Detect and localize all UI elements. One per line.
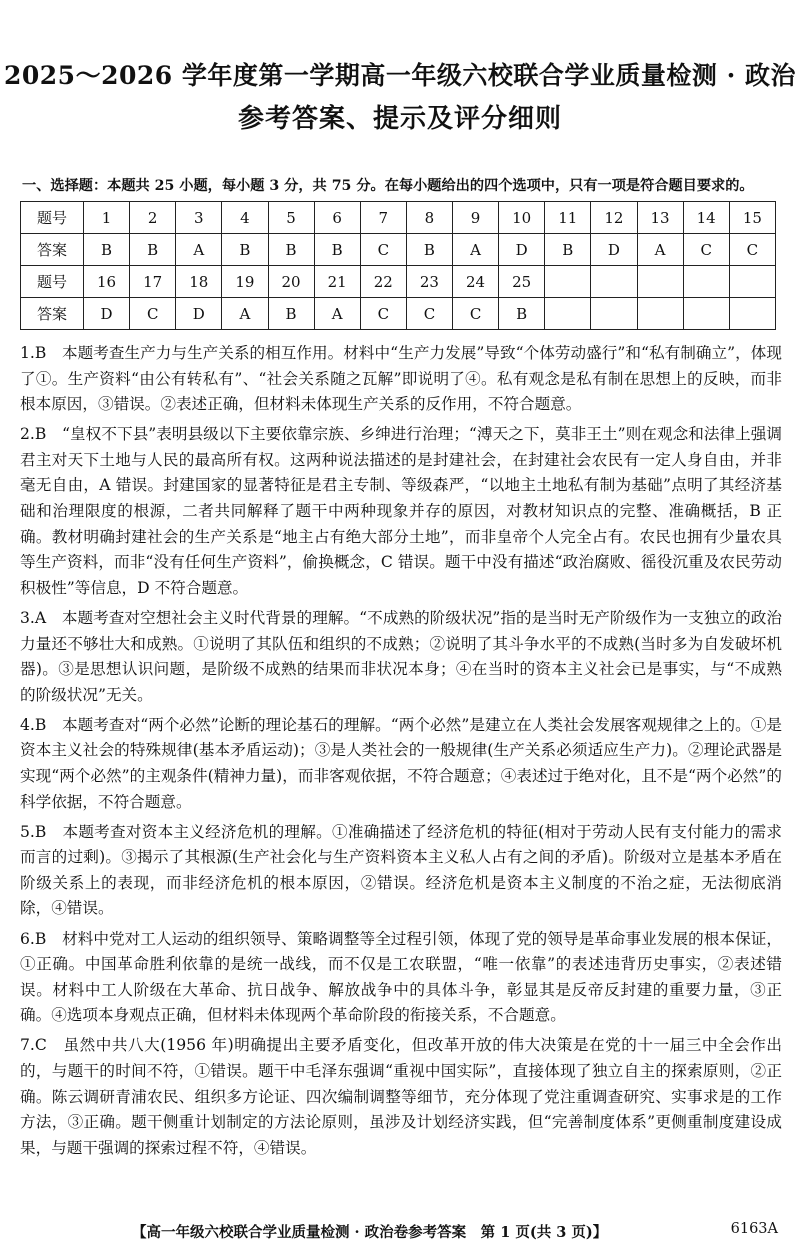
- table-cell: 17: [130, 266, 176, 298]
- table-cell: A: [314, 298, 360, 330]
- table-cell: [729, 266, 775, 298]
- question-number: 6.B: [20, 929, 47, 948]
- table-cell: B: [406, 234, 452, 266]
- table-cell: B: [545, 234, 591, 266]
- table-cell: 8: [406, 202, 452, 234]
- table-cell: [729, 298, 775, 330]
- explanation-text: 本题考查对资本主义经济危机的理解。①准确描述了经济危机的特征(相对于劳动人民有支付能力的需求而言的过剩)。③揭示了其根源(生产社会化与生产资料资本主义私人占有之间的矛盾)。阶级对立是基本矛盾在阶级关系上的表现，而非经济危机的根本原因，②错误。经济危机是资本主义制度的不治之症，无法彻底消除，④错误。: [20, 822, 782, 918]
- table-row-header: 答案: [21, 298, 84, 330]
- table-cell: 1: [84, 202, 130, 234]
- question-number: 7.C: [20, 1036, 47, 1055]
- table-cell: B: [268, 234, 314, 266]
- footer-code: 6163A: [730, 1221, 778, 1237]
- table-cell: A: [222, 298, 268, 330]
- question-number: 5.B: [20, 822, 47, 841]
- answer-table: [20, 201, 776, 330]
- table-cell: [637, 298, 683, 330]
- table-row-header: 题号: [21, 266, 84, 298]
- explanation-item: [20, 820, 782, 922]
- table-cell: A: [176, 234, 222, 266]
- table-cell: 21: [314, 266, 360, 298]
- table-cell: A: [453, 234, 499, 266]
- section-intro: 一、选择题：本题共 25 小题，每小题 3 分，共 75 分。在每小题给出的四个选项中，只有一项是符合题目要求的。: [22, 178, 754, 194]
- table-cell: 24: [453, 266, 499, 298]
- table-cell: B: [130, 234, 176, 266]
- explanation-text: 本题考查对空想社会主义时代背景的理解。“不成熟的阶级状况”指的是当时无产阶级作为一支独立的政治力量还不够壮大和成熟。①说明了其队伍和组织的不成熟；②说明了其斗争水平的不成熟(当时多为自发破坏机器)。③是思想认识问题，是阶级不成熟的结果而非状况本身；④在当时的资本主义社会已是事实，与“不成熟的阶级状况”无关。: [20, 608, 782, 704]
- table-cell: B: [314, 234, 360, 266]
- page-subtitle: 参考答案、提示及评分细则: [237, 104, 562, 134]
- explanation-text: 虽然中共八大(1956 年)明确提出主要矛盾变化，但改革开放的伟大决策是在党的十一届三中全会作出的，与题干的时间不符，①错误。题干中毛泽东强调“重视中国实际”，直接体现了独立自主的探索原则，②正确。陈云调研青浦农民、组织多方论证、四次编制调整等细节，充分体现了党注重调查研究、实事求是的工作方法，③正确。题干侧重计划制定的方法论原则，虽涉及计划经济实践，但“完善制度体系”更侧重制度建设成果，与题干强调的探索过程不符，④错误。: [20, 1036, 782, 1157]
- table-cell: [591, 298, 637, 330]
- table-cell: B: [268, 298, 314, 330]
- explanation-text: “皇权不下县”表明县级以下主要依靠宗族、乡绅进行治理；“溥天之下，莫非王土”则在观念和法律上强调君主对天下土地与人民的最高所有权。这两种说法描述的是封建社会，在封建社会农民有一定人身自由，并非毫无自由，A 错误。封建国家的显著特征是君主专制、等级森严，“以地主土地私有制为基础”点明了其经济基础和治理限度的根源，二者共同解释了题干中两种现象并存的原因，对教材知识点的完整、准确概括，B 正确。教材明确封建社会的生产关系是“地主占有绝大部分土地”，而非皇帝个人完全占有。农民也拥有少量农具等生产资料，而非“没有任何生产资料”，偷换概念，C 错误。题干中没有描述“政治腐败、徭役沉重及农民劳动积极性”等信息，D 不符合题意。: [20, 425, 782, 597]
- table-cell: C: [729, 234, 775, 266]
- table-cell: 4: [222, 202, 268, 234]
- table-cell: 18: [176, 266, 222, 298]
- table-row-answer: [21, 234, 776, 266]
- table-row-question: [21, 266, 776, 298]
- table-cell: 9: [453, 202, 499, 234]
- explanation-item: [20, 713, 782, 815]
- table-cell: D: [499, 234, 545, 266]
- table-cell: [545, 298, 591, 330]
- question-number: 4.B: [20, 715, 47, 734]
- table-cell: 13: [637, 202, 683, 234]
- table-cell: A: [637, 234, 683, 266]
- table-cell: [591, 266, 637, 298]
- table-cell: [683, 298, 729, 330]
- explanation-text: 材料中党对工人运动的组织领导、策略调整等全过程引领，体现了党的领导是革命事业发展的根本保证，①正确。中国革命胜利依靠的是统一战线，而不仅是工农联盟，“唯一依靠”的表述违背历史事实，②表述错误。材料中工人阶级在大革命、抗日战争、解放战争中的具体斗争，彰显其是反帝反封建的重要力量，③正确。④选项本身观点正确，但材料未体现两个革命阶段的衔接关系，不合题意。: [20, 929, 782, 1025]
- table-cell: 25: [499, 266, 545, 298]
- explanation-text: 本题考查对“两个必然”论断的理论基石的理解。“两个必然”是建立在人类社会发展客观规律之上的。①是资本主义社会的特殊规律(基本矛盾运动)；③是人类社会的一般规律(生产关系必须适应生产力)。②理论武器是实现“两个必然”的主观条件(精神力量)，而非客观依据，不符合题意；④表述过于绝对化，且不是“两个必然”的科学依据，不符合题意。: [20, 715, 782, 811]
- table-cell: C: [683, 234, 729, 266]
- table-cell: B: [84, 234, 130, 266]
- table-cell: 5: [268, 202, 314, 234]
- table-row-header: 题号: [21, 202, 84, 234]
- explanation-text: 本题考查生产力与生产关系的相互作用。材料中“生产力发展”导致“个体劳动盛行”和“私有制确立”，体现了①。生产资料“由公有转私有”、“社会关系随之瓦解”即说明了④。私有观念是私有制在思想上的反映，而非根本原因，③错误。②表述正确，但材料未体现生产关系的反作用，不符合题意。: [20, 344, 782, 414]
- table-cell: D: [84, 298, 130, 330]
- footer-text: 【高一年级六校联合学业质量检测 · 政治卷参考答案 第 1 页(共 3 页)】: [132, 1224, 608, 1241]
- question-number: 1.B: [20, 344, 47, 362]
- table-cell: D: [591, 234, 637, 266]
- table-cell: 15: [729, 202, 775, 234]
- table-cell: 12: [591, 202, 637, 234]
- table-cell: 22: [360, 266, 406, 298]
- table-cell: C: [130, 298, 176, 330]
- explanation-item: [20, 422, 782, 601]
- page-title: 2025～2026 学年度第一学期高一年级六校联合学业质量检测 · 政治: [4, 61, 796, 90]
- explanations: [20, 341, 782, 1166]
- question-number: 3.A: [20, 608, 47, 627]
- table-cell: 6: [314, 202, 360, 234]
- explanation-item: [20, 606, 782, 708]
- table-row-question: [21, 202, 776, 234]
- table-cell: 20: [268, 266, 314, 298]
- table-cell: 10: [499, 202, 545, 234]
- explanation-item: [20, 1033, 782, 1161]
- explanation-item: [20, 927, 782, 1029]
- table-cell: [683, 266, 729, 298]
- table-row-header: 答案: [21, 234, 84, 266]
- table-cell: C: [360, 234, 406, 266]
- table-cell: 16: [84, 266, 130, 298]
- table-cell: 23: [406, 266, 452, 298]
- table-cell: C: [360, 298, 406, 330]
- table-cell: 3: [176, 202, 222, 234]
- table-cell: B: [222, 234, 268, 266]
- table-cell: 19: [222, 266, 268, 298]
- table-cell: [545, 266, 591, 298]
- table-cell: C: [406, 298, 452, 330]
- table-cell: C: [453, 298, 499, 330]
- table-cell: 11: [545, 202, 591, 234]
- table-cell: [637, 266, 683, 298]
- table-cell: D: [176, 298, 222, 330]
- table-cell: B: [499, 298, 545, 330]
- table-cell: 14: [683, 202, 729, 234]
- question-number: 2.B: [20, 425, 47, 444]
- explanation-item: [20, 341, 782, 418]
- table-row-answer: [21, 298, 776, 330]
- table-cell: 2: [130, 202, 176, 234]
- table-cell: 7: [360, 202, 406, 234]
